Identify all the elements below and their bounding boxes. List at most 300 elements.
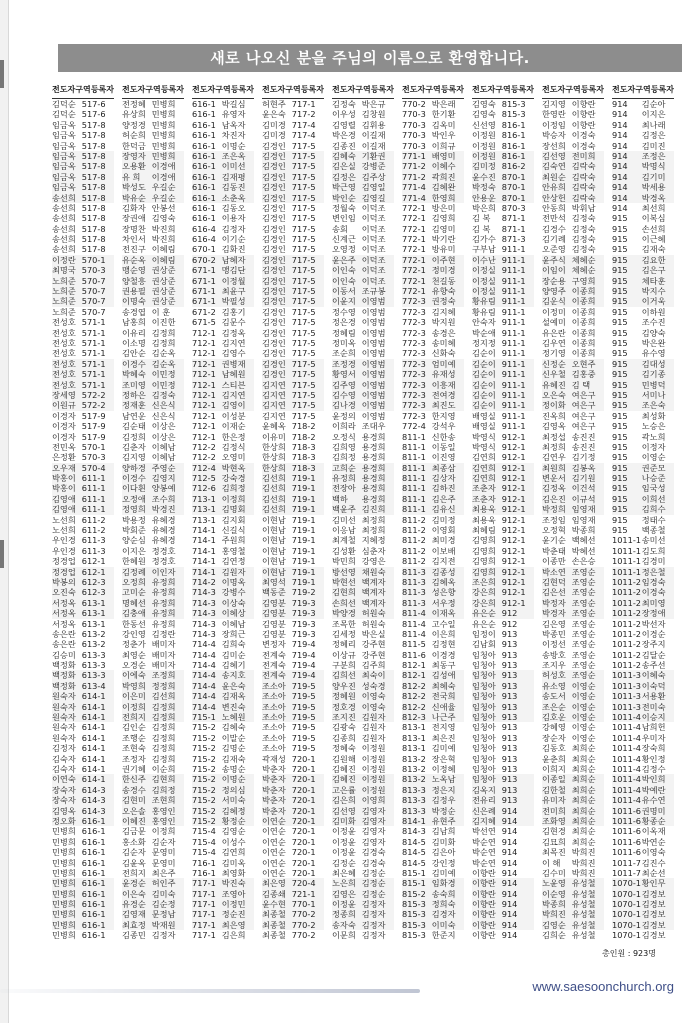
table-row [472,359,534,369]
table-cell: 송선희 [52,192,76,203]
table-cell: 914 [501,930,518,941]
table-cell: 이정희 [151,826,176,837]
table-row [122,141,184,151]
table-cell: 김연희 [472,473,496,484]
table-row [332,151,394,161]
table-row [612,785,674,795]
table-row [122,224,184,234]
table-row [612,265,674,275]
table-cell: 871-3 [501,234,526,245]
table-cell: 김순자 [122,847,146,858]
table-cell: 915 [612,389,628,400]
table-cell: 임청아 [472,701,496,712]
table-cell: 김경인 [262,317,286,328]
table-row [612,130,674,140]
table-cell: 김경인 [262,234,286,245]
table-cell: 571-1 [81,317,106,328]
table-cell: 김선희 [262,473,286,484]
column-header-label: 구역 [75,84,91,94]
table-cell: 최선희 [641,202,666,213]
table-row [192,224,254,234]
table-cell: 양우진 [332,680,356,691]
table-cell: 박순연 [472,847,496,858]
table-cell: 712-1 [192,400,216,411]
table-cell: 517-8 [81,192,106,203]
table-cell: 911-1 [501,265,526,276]
table-row [472,213,534,223]
table-row [472,743,534,753]
table-row [542,473,604,483]
table-cell: 김혜완 [431,182,456,193]
table-cell: 송선희 [52,244,76,255]
table-cell: 613-1 [81,618,106,629]
table-row [472,380,534,390]
table-cell: 717-5 [291,202,316,213]
table-cell: 이상은 [151,431,176,442]
table-cell: 김경인 [262,327,286,338]
table-row [402,390,464,400]
table-cell: 811-3 [402,597,426,608]
table-cell: 715-4 [192,826,216,837]
table-cell: 박은경 [332,130,356,141]
table-row [472,722,534,732]
table-cell: 김영순 [542,919,566,930]
table-row [52,504,114,514]
table-row [262,182,324,192]
table-row [192,463,254,473]
table-cell: 771-2 [402,161,426,172]
table-cell: 박희진 [571,857,596,868]
footer-decorative-bar [0,989,420,993]
church-website-link[interactable]: www.saesoonchurch.org [532,979,674,994]
table-cell: 김희수 [641,504,666,515]
table-cell: 안용운 [472,192,496,203]
table-row [402,691,464,701]
table-row [122,660,184,670]
table-row [122,754,184,764]
table-row [332,899,394,909]
table-cell: 719-3 [291,618,316,629]
table-cell: 김미정 [431,514,456,525]
table-cell: 612-3 [81,576,106,587]
table-cell: 616-1 [192,130,216,141]
table-cell: 김종진 [332,140,356,151]
table-cell: 714-4 [192,691,216,702]
table-cell: 913 [501,732,518,743]
table-cell: 강혜영 [542,722,566,733]
table-cell: 김요한 [641,254,666,265]
table-row [472,930,534,940]
table-row [472,442,534,452]
table-row [332,442,394,452]
table-row [262,307,324,317]
table-cell: 김영자 [361,815,386,826]
table-cell: 최계철 [332,535,356,546]
table-cell: 민병덕 [641,379,666,390]
table-cell: 616-1 [192,161,216,172]
table-cell: 이덕조 [361,254,386,265]
table-row [402,556,464,566]
table-row [612,504,674,514]
table-cell: 방은미 [431,202,456,213]
table-cell: 613-2 [81,639,106,650]
table-cell: 남옥자 [221,119,246,130]
column-header-label: 구역 [635,84,651,94]
table-cell: 911-1 [501,317,526,328]
table-cell: 915 [612,421,628,432]
table-row [122,432,184,442]
table-cell: 717-5 [291,275,316,286]
table-row [332,837,394,847]
table-cell: 911-1 [501,254,526,265]
table-cell: 김명회 [221,504,246,515]
table-cell: 김선희 [262,504,286,515]
table-cell: 박경자 [542,608,566,619]
table-cell: 712-1 [192,410,216,421]
table-cell: 임정이 [472,628,496,639]
table-cell: 1011-2 [612,587,642,598]
table-cell: 유성철 [571,909,596,920]
table-cell: 이혜남 [221,618,246,629]
table-cell: 912 [501,608,518,619]
table-cell: 814-5 [402,847,426,858]
table-cell: 박지원 [431,317,456,328]
table-cell: 김지회 [221,514,246,525]
table-cell: 김 복 [472,223,491,234]
table-cell: 이지은 [122,545,146,556]
table-cell: 민병희 [151,99,176,109]
table-cell: 김영숙 [472,99,496,109]
table-row [332,930,394,940]
table-cell: 오영미 [221,452,246,463]
table-row [472,587,534,597]
table-cell: 구부남 [472,244,496,255]
table-cell: 이정희 [221,493,246,504]
table-row [402,878,464,888]
table-cell: 김영희 [431,213,456,224]
table-cell: 이영범 [361,337,386,348]
table-row [612,826,674,836]
table-row [192,400,254,410]
table-cell: 김경숙 [361,857,386,868]
table-cell: 전계숙 [262,670,286,681]
table-cell: 815-3 [402,899,426,910]
table-row [542,764,604,774]
table-row [542,432,604,442]
table-row [612,837,674,847]
table-row [612,452,674,462]
table-row [612,390,674,400]
table-cell: 정은철 [641,566,666,577]
table-row [332,369,394,379]
table-cell: 유재성 [431,369,456,380]
table-cell: 김영숙 [472,109,496,120]
table-row [612,380,674,390]
table-cell: 김미선 [332,514,356,525]
table-cell: 914 [612,140,628,151]
table-cell: 871-1 [501,223,526,234]
table-cell: 조지우 [542,660,566,671]
table-cell: 손은승 [571,556,596,567]
table-cell: 이은미 [122,691,146,702]
table-row [52,660,114,670]
table-cell: 이승지 [641,712,666,723]
table-cell: 616-1 [192,119,216,130]
table-row [262,432,324,442]
table-row [542,909,604,919]
table-row [612,525,674,535]
table-cell: 김도희 [641,545,666,556]
table-cell: 1011-6 [612,847,642,858]
table-cell: 이하원 [641,306,666,317]
table-cell: 1011-1 [612,535,642,546]
table-cell: 718-2 [291,431,316,442]
table-cell: 이영범 [361,369,386,380]
table-cell: 915 [612,286,628,297]
table-row [472,224,534,234]
table-cell: 김영숙 [151,213,176,224]
table-row [402,619,464,629]
table-cell: 손희선 [332,597,356,608]
table-cell: 이경애 [151,171,176,182]
table-row [192,432,254,442]
table-cell: 박성도 [122,182,146,193]
table-row [192,858,254,868]
table-cell: 1011-4 [612,712,642,723]
table-cell: 이경수 [122,358,146,369]
table-cell: 1070-1 [612,909,642,920]
table-cell: 719-2 [291,587,316,598]
table-cell: 한상희 [262,462,286,473]
table-cell: 김영일 [361,182,386,193]
table-cell: 김순옥 [151,348,176,359]
table-cell: 최희순 [571,774,596,785]
table-cell: 이정원 [472,130,496,141]
table-row [472,909,534,919]
table-cell: 박춘태 [542,545,566,556]
table-cell: 772-1 [402,286,426,297]
table-row [332,109,394,119]
table-cell: 915 [612,234,628,245]
table-cell: 유정희 [151,587,176,598]
table-row [122,774,184,784]
table-cell: 이연순 [262,857,286,868]
table-row [402,286,464,296]
column-header [192,80,254,99]
table-cell: 채원숙 [361,566,386,577]
table-cell: 570-3 [81,265,106,276]
table-cell: 김영수 [221,348,246,359]
table-row [262,359,324,369]
table-cell: 최혜림 [472,525,496,536]
table-row [402,608,464,618]
table-cell: 717-4 [291,119,316,130]
table-cell: 강은희 [472,597,496,608]
table-cell: 정혜리 [332,639,356,650]
table-cell: 유혜진 [542,379,566,390]
table-cell: 이재순 [221,421,246,432]
table-row [612,328,674,338]
table-row [542,234,604,244]
table-cell: 717-5 [291,244,316,255]
table-row [472,473,534,483]
table-row [192,681,254,691]
table-cell: 임청아 [472,743,496,754]
table-row [332,546,394,556]
table-cell: 김순이 [472,389,496,400]
table-row [122,276,184,286]
table-cell: 714-1 [192,556,216,567]
table-row [402,463,464,473]
table-cell: 713-1 [192,493,216,504]
table-row [542,369,604,379]
table-cell: 김정희 [151,701,176,712]
table-cell: 여은구 [571,400,596,411]
table-cell: 송진진 [571,431,596,442]
table-cell: 김정례 [122,566,146,577]
table-cell: 임청아 [472,774,496,785]
table-row [52,587,114,597]
table-row [612,909,674,919]
table-row [612,224,674,234]
table-cell: 남홍희 [122,317,146,328]
table-cell: 정춘가 [122,639,146,650]
table-cell: 노선희 [52,514,76,525]
table-cell: 이향란 [472,888,496,899]
table-cell: 체혜순 [571,265,596,276]
table-cell: 김수미 [542,867,566,878]
table-cell: 1011-4 [612,764,642,774]
table-cell: 조영순 [571,670,596,681]
table-cell: 윤은숙 [221,680,246,691]
table-cell: 715-2 [192,784,216,795]
table-row [612,754,674,764]
table-row [472,795,534,805]
table-row [262,255,324,265]
table-cell: 김희선 [332,670,356,681]
table-cell: 조소아 [262,691,286,702]
table-cell: 조은순 [542,701,566,712]
table-cell: 915 [612,441,628,452]
table-cell: 구영희 [571,275,596,286]
table-cell: 한혜원 [122,556,146,567]
table-cell: 최미영 [641,597,666,608]
table-cell: 최용욱 [472,514,496,525]
table-row [122,120,184,130]
table-row [192,328,254,338]
table-cell: 712-1 [192,421,216,432]
table-cell: 517-8 [81,244,106,255]
table-row [52,296,114,306]
table-row [612,432,674,442]
table-row [612,473,674,483]
table-cell: 1011-4 [612,795,642,806]
table-row [472,421,534,431]
table-cell: 전국희 [431,691,456,702]
table-cell: 남혜원 [221,369,246,380]
registrant-column [52,80,114,948]
table-row [402,317,464,327]
registrant-column [542,80,604,948]
table-cell: 이정원 [361,753,386,764]
table-cell: 민병희 [52,888,76,899]
table-row [472,452,534,462]
table-row [262,712,324,722]
table-cell: 김정자 [361,930,386,941]
table-row [612,161,674,171]
table-row [542,920,604,930]
table-cell: 김원자 [361,722,386,733]
table-cell: 김휘용 [361,119,386,130]
table-row [332,193,394,203]
table-cell: 전계숙 [262,649,286,660]
table-row [332,774,394,784]
table-cell: 811-4 [402,628,426,639]
table-cell: 717-5 [291,317,316,328]
table-cell: 김지연 [221,337,246,348]
table-row [402,109,464,119]
table-cell: 이종희 [571,296,596,307]
table-cell: 616-1 [81,826,106,837]
table-cell: 717-5 [291,161,316,172]
table-row [262,577,324,587]
table-cell: 712-1 [192,327,216,338]
table-row [542,130,604,140]
table-cell: 곽재성 [262,753,286,764]
table-cell: 원숙자 [52,701,76,712]
table-row [122,847,184,857]
table-cell: 서정옥 [52,597,76,608]
table-row [262,535,324,545]
table-cell: 윤혜옥 [262,421,286,432]
table-cell: 정순진 [221,909,246,920]
registrant-column [262,80,324,948]
table-cell: 윤기순 [542,535,566,546]
table-cell: 차인서 [122,234,146,245]
table-row [52,722,114,732]
table-cell: 임청아 [472,722,496,733]
table-row [262,691,324,701]
table-row [122,99,184,109]
table-row [192,255,254,265]
table-cell: 914 [501,805,518,816]
table-cell: 우길순 [151,192,176,203]
table-cell: 강숙경 [221,473,246,484]
table-cell: 719-5 [291,680,316,691]
table-row [472,265,534,275]
table-cell: 913 [501,701,518,712]
table-cell: 김성환 [332,545,356,556]
table-row [542,265,604,275]
table-cell: 616-1 [81,909,106,920]
table-cell: 김남희 [431,826,456,837]
table-cell: 913 [501,764,518,774]
table-cell: 이현남 [262,535,286,546]
table-row [52,629,114,639]
table-row [332,795,394,805]
table-cell: 715-4 [192,836,216,847]
table-cell: 김 택 [571,379,591,390]
table-row [332,380,394,390]
table-row [402,930,464,940]
table-cell: 조순희 [332,348,356,359]
table-cell: 770-2 [291,909,316,920]
table-cell: 이정희 [122,701,146,712]
table-row [472,161,534,171]
table-cell: 최동구 [431,660,456,671]
table-row [332,348,394,358]
table-cell: 조영순 [571,576,596,587]
